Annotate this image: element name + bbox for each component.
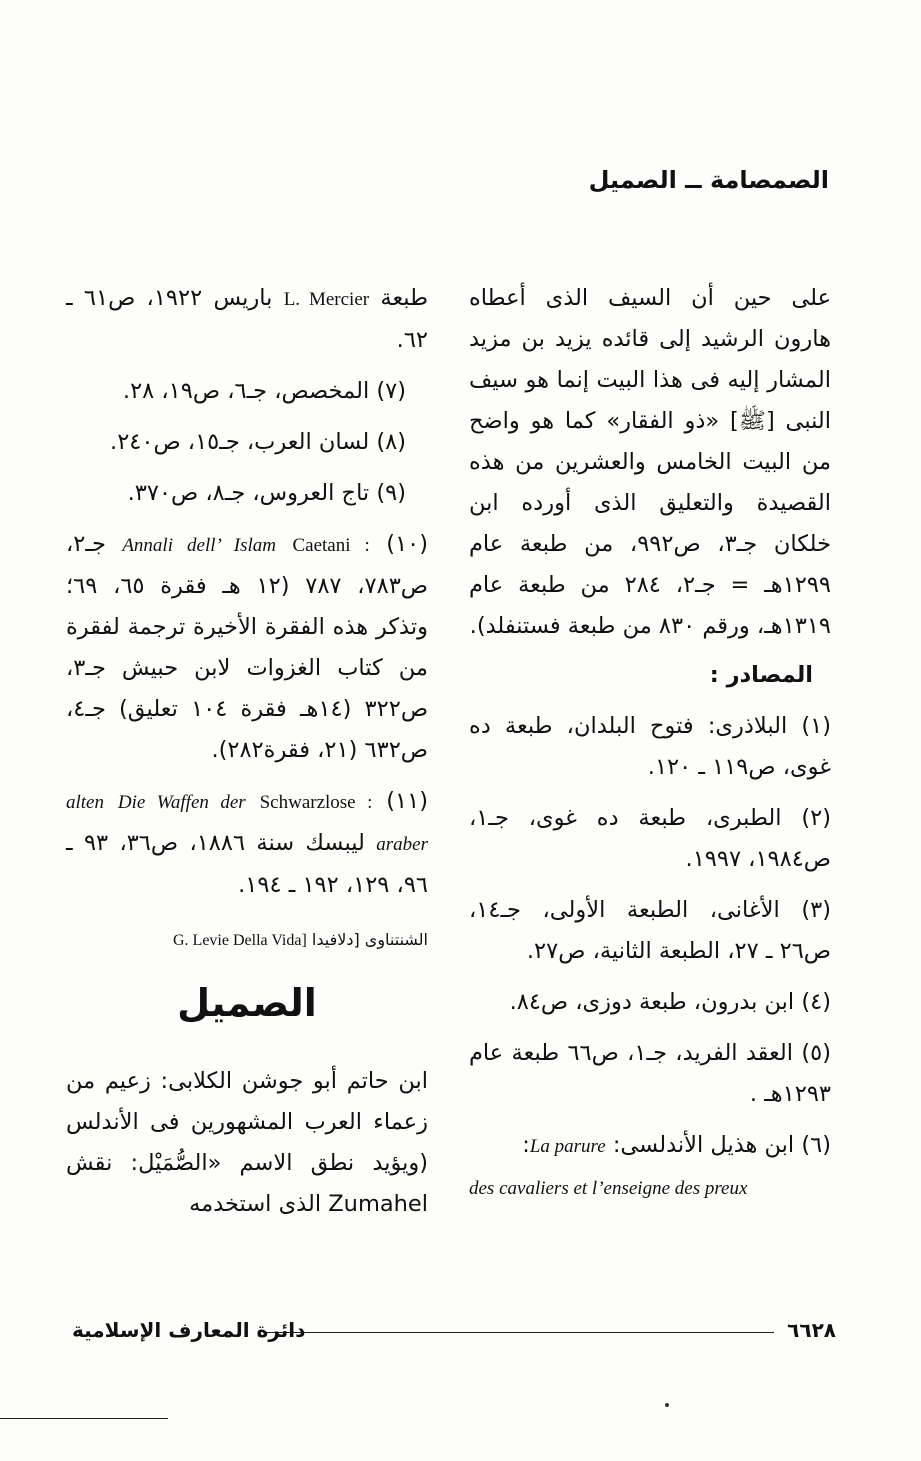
reference-item: (٩) تاج العروس، جـ٨، ص٣٧٠. xyxy=(127,480,406,506)
page-number: ٦٦٢٨ xyxy=(787,1318,836,1342)
reference-11-place: ليبسك سنة ١٨٨٦، xyxy=(189,830,365,856)
reference-item-11 xyxy=(66,781,428,906)
reference-item: (٥) العقد الفريد، جـ١، ص٦٦ طبعة عام ١٢٩٣هـ . xyxy=(469,1040,831,1107)
corner-rule xyxy=(0,1418,168,1419)
reference-item-10 xyxy=(66,524,428,771)
signature-arabic: الشنتناوى [دلافيدا xyxy=(311,930,428,949)
scan-speck xyxy=(665,1403,669,1407)
reference-10-author: Caetani : xyxy=(292,535,370,556)
entry-paragraph: ابن حاتم أبو جوشن الكلابى: زعيم من زعماء العرب المشهورين فى الأندلس (ويؤيد نطق الاسم «الصُّمَيْل: نقش Zumahel الذى استخدمه xyxy=(66,1068,428,1217)
footer-rule xyxy=(264,1332,774,1333)
reference-item: (١) البلاذرى: فتوح البلدان، طبعة ده غوى، ص١١٩ ـ ١٢٠. xyxy=(469,713,831,780)
right-column xyxy=(469,278,831,1215)
editor-name: L. Mercier xyxy=(283,289,370,310)
signature-latin: G. Levie Della Vida] xyxy=(172,932,307,949)
reference-item-6: (٦) ابن هذيل الأندلسى: La parure: xyxy=(522,1132,831,1158)
running-head: الصمصامة ــ الصميل xyxy=(588,166,829,194)
reference-6-title-line: des cavaliers et l’enseigne des preux xyxy=(469,1178,748,1199)
left-column xyxy=(66,278,428,1225)
reference-item: (٧) المخصص، جـ٦، ص١٩، ٢٨. xyxy=(122,378,406,404)
entry-title: الصميل xyxy=(177,981,317,1025)
reference-6-title: La parure xyxy=(529,1136,606,1157)
reference-item: (٣) الأغانى، الطبعة الأولى، جـ١٤، ص٢٦ ـ ٢٧، الطبعة الثانية، ص٢٧. xyxy=(469,897,831,964)
reference-6-title-continued xyxy=(469,1167,831,1209)
journal-name: دائرة المعارف الإسلامية xyxy=(72,1318,306,1342)
reference-10-details: جـ٢، ص٧٨٣، ٧٨٧ (١٢ هـ فقرة ٦٥، ٦٩؛ وتذكر هذه الفقرة الأخيرة ترجمة لفقرة من كتاب الغزوات لابن حبيش جـ٣، ص٣٢٢ (١٤هـ فقرة ١٠٤ تعليق) جـ٤، ص٦٣٢ (٢١، فقرة٢٨٢). xyxy=(66,531,429,763)
reference-11-author: Schwarzlose : xyxy=(259,792,373,813)
reference-item: (٨) لسان العرب، جـ١٥، ص٢٤٠. xyxy=(110,429,406,455)
sources-heading: المصادر : xyxy=(709,662,813,688)
edition-details: باريس ١٩٢٢، ص٦١ ـ ٦٢. xyxy=(66,285,428,353)
reference-item: (٢) الطبرى، طبعة ده غوى، جـ١، ص١٩٨٤، ١٩٩٧. xyxy=(469,805,831,872)
reference-11-number: (١١) xyxy=(386,788,428,814)
author-signature xyxy=(66,926,428,955)
reference-6-continued xyxy=(66,278,428,361)
reference-item: (٤) ابن بدرون، طبعة دوزى، ص٨٤. xyxy=(509,989,831,1015)
reference-11-title: Die Waffen der xyxy=(117,792,246,813)
edition-label: طبعة xyxy=(380,285,428,311)
page-footer xyxy=(72,1318,836,1348)
reference-6-arabic: (٦) ابن هذيل الأندلسى: xyxy=(612,1132,831,1158)
reference-11-pages: ص٣٦، ٩٣ ـ ٩٦، ١٢٩، ١٩٢ ـ ١٩٤. xyxy=(66,830,428,898)
reference-11-title-continued: alten araber xyxy=(66,792,428,855)
body-paragraph: على حين أن السيف الذى أعطاه هارون الرشيد إلى قائده يزيد بن مزيد المشار إليه فى هذا البيت إنما هو سيف النبى [ﷺ] «ذو الفقار» كما هو واضح من البيت الخامس والعشرين من هذه القصيدة والتعليق الذى أورده ابن خلكان جـ٣، ص٩٩٢، من طبعة عام ١٢٩٩هـ = جـ٢، ٢٨٤ من طبعة عام ١٣١٩هـ، ورقم ٨٣٠ من طبعة فستنفلد). xyxy=(469,285,831,639)
reference-10-title: Annali dell’ Islam xyxy=(122,535,277,556)
reference-10-number: (١٠) xyxy=(386,531,429,557)
